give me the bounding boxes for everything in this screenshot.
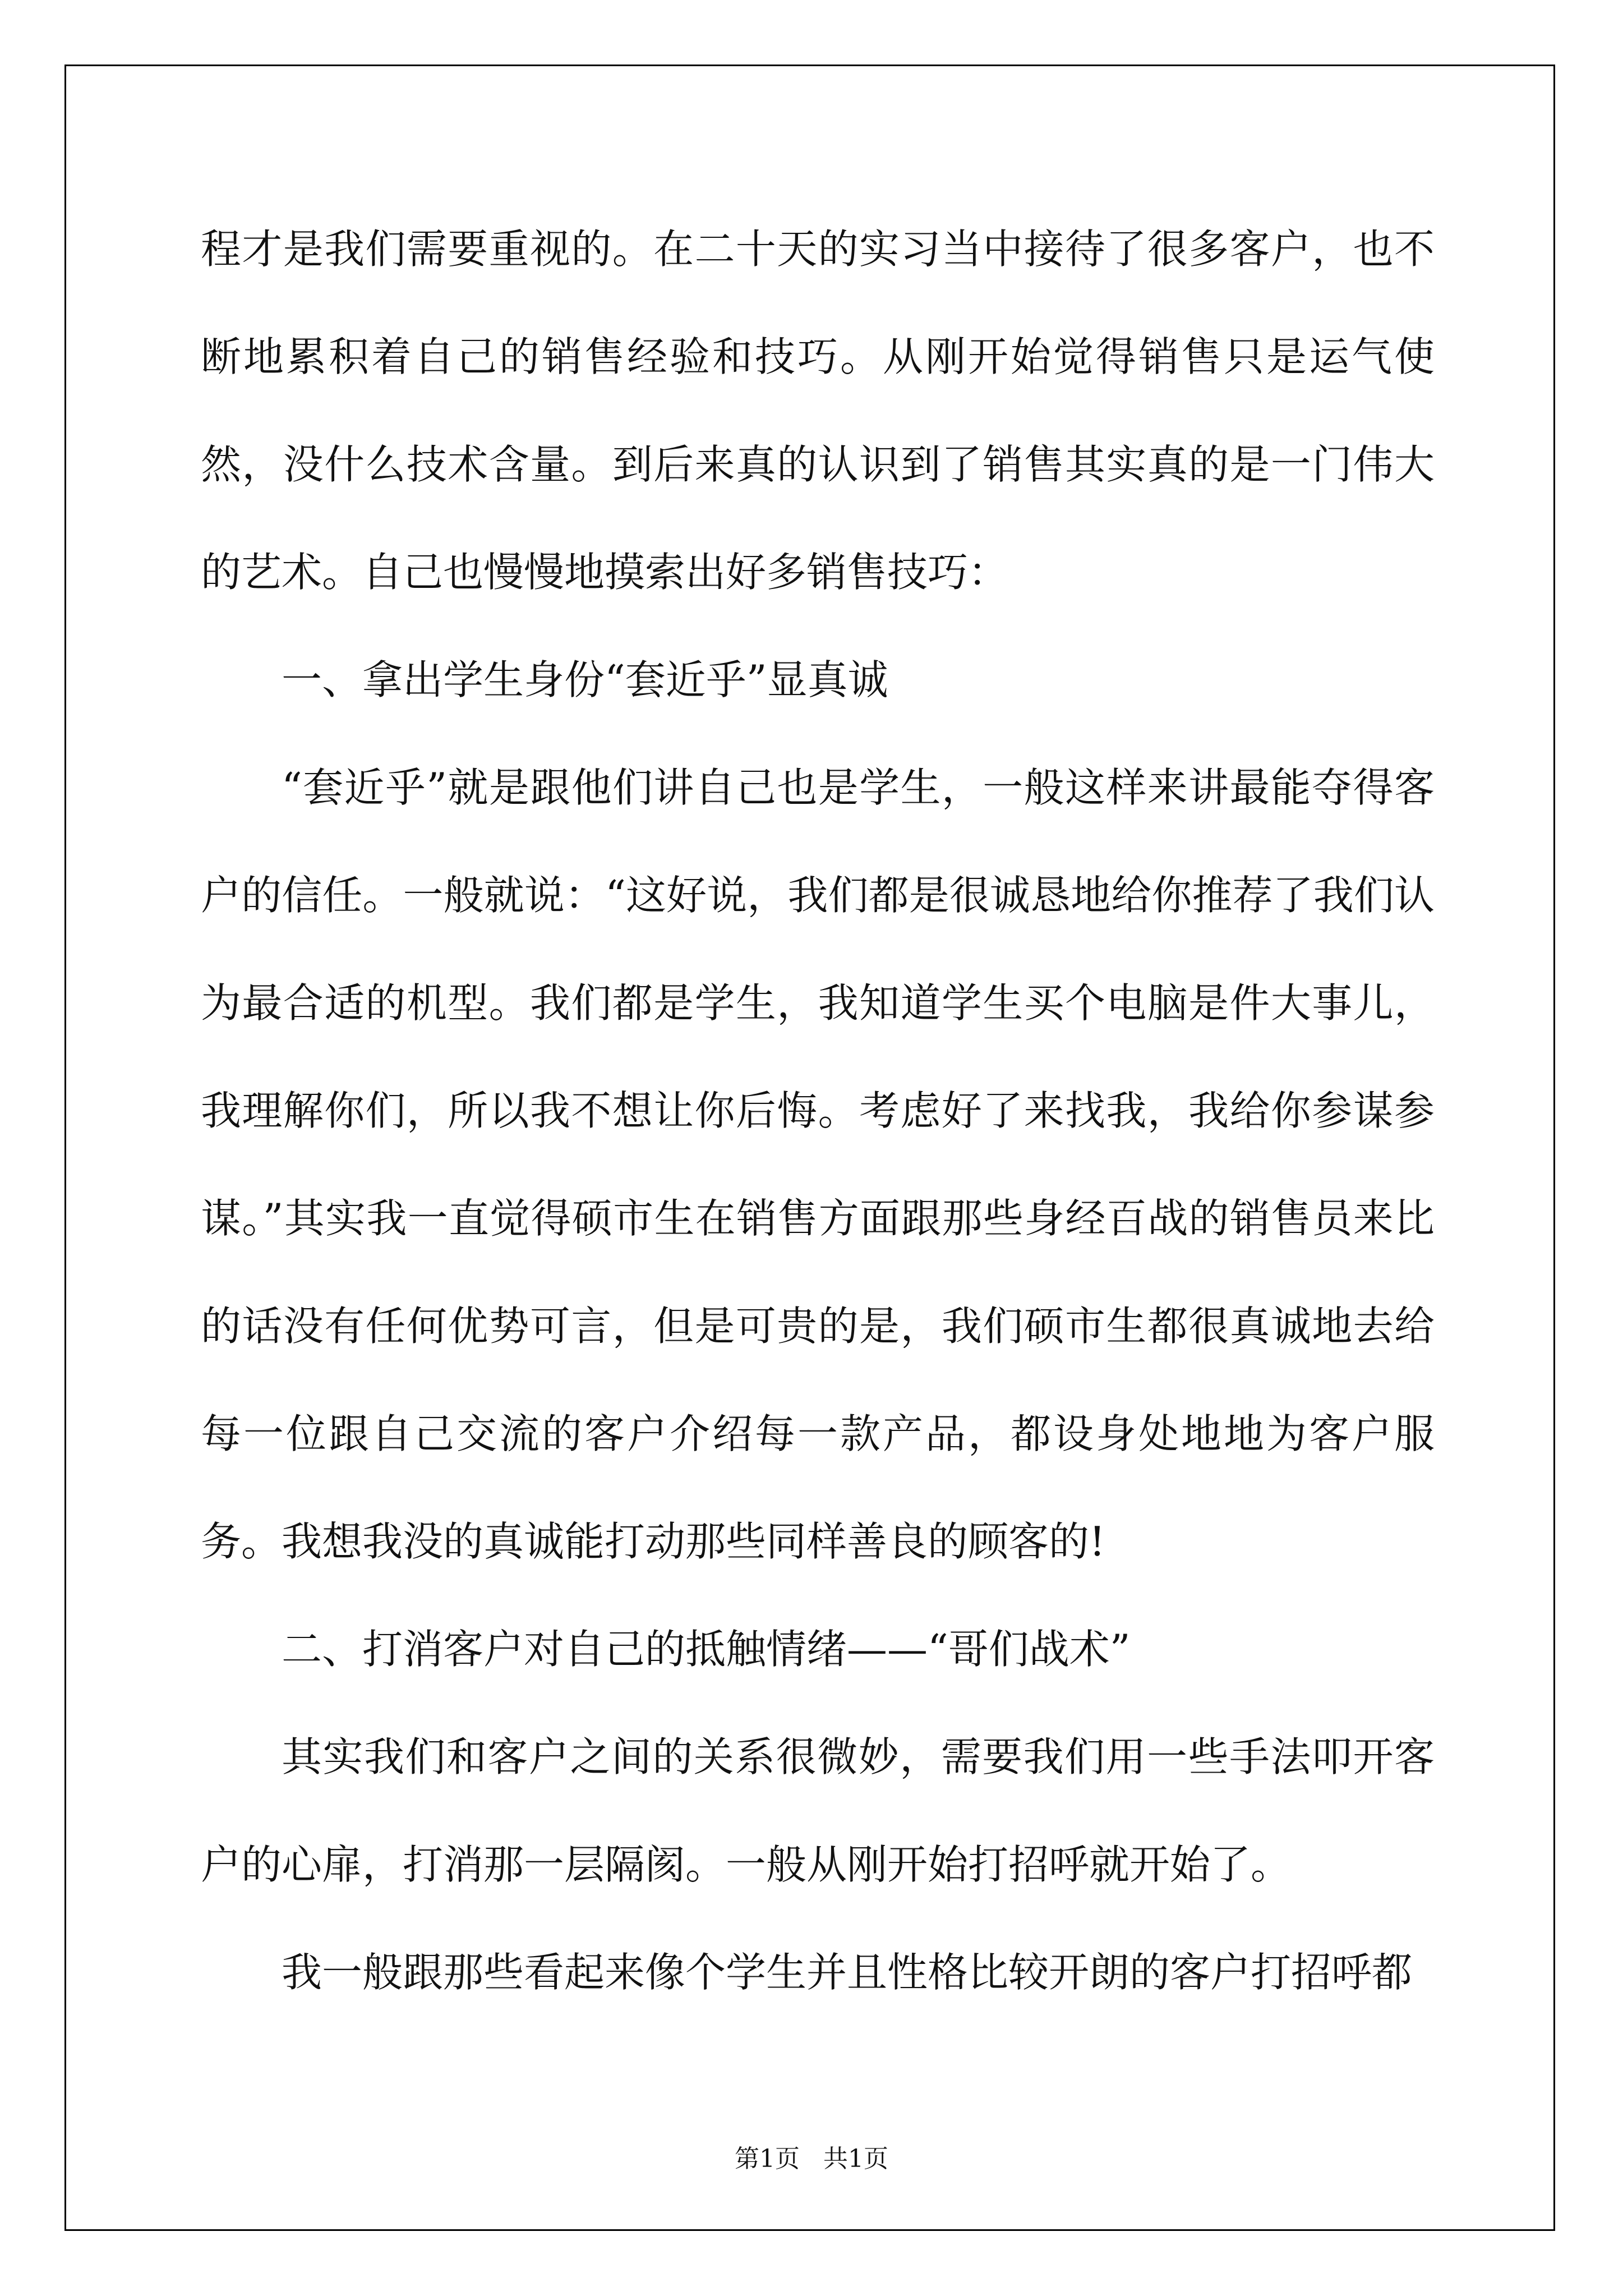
document-body [201,195,1435,2026]
section-heading-1: 一、拿出学生身份“套近乎”显真诚 [282,656,888,703]
paragraph-3: 我一般跟那些看起来像个学生并且性格比较开朗的客户打招呼都 [282,1949,1413,1996]
paragraph-continuation: 程才是我们需要重视的。在二十天的实习当中接待了很多客户，也不断地累积着自己的销售经验和技巧。从刚开始觉得销售只是运气使然，没什么技术含量。到后来真的认识到了销售其实真的是一门伟大的艺术。自己也慢慢地摸索出好多销售技巧： [201,226,1435,596]
section-heading-2: 二、打消客户对自己的抵触情绪——“哥们战术” [282,1626,1131,1673]
paragraph-1: “套近乎”就是跟他们讲自己也是学生，一般这样来讲最能夺得客户的信任。一般就说：“这好说，我们都是很诚恳地给你推荐了我们认为最合适的机型。我们都是学生，我知道学生买个电脑是件大事儿，我理解你们，所以我不想让你后悔。考虑好了来找我，我给你参谋参谋。”其实我一直觉得硕市生在销售方面跟那些身经百战的销售员来比的话没有任何优势可言，但是可贵的是，我们硕市生都很真诚地去给每一位跟自己交流的客户介绍每一款产品，都设身处地地为客户服务。我想我没的真诚能打动那些同样善良的顾客的! [201,764,1435,1565]
page-number-footer: 第1页 共1页 [735,2145,888,2173]
paragraph-2: 其实我们和客户之间的关系很微妙，需要我们用一些手法叩开客户的心扉，打消那一层隔阂。一般从刚开始打招呼就开始了。 [201,1733,1435,1888]
